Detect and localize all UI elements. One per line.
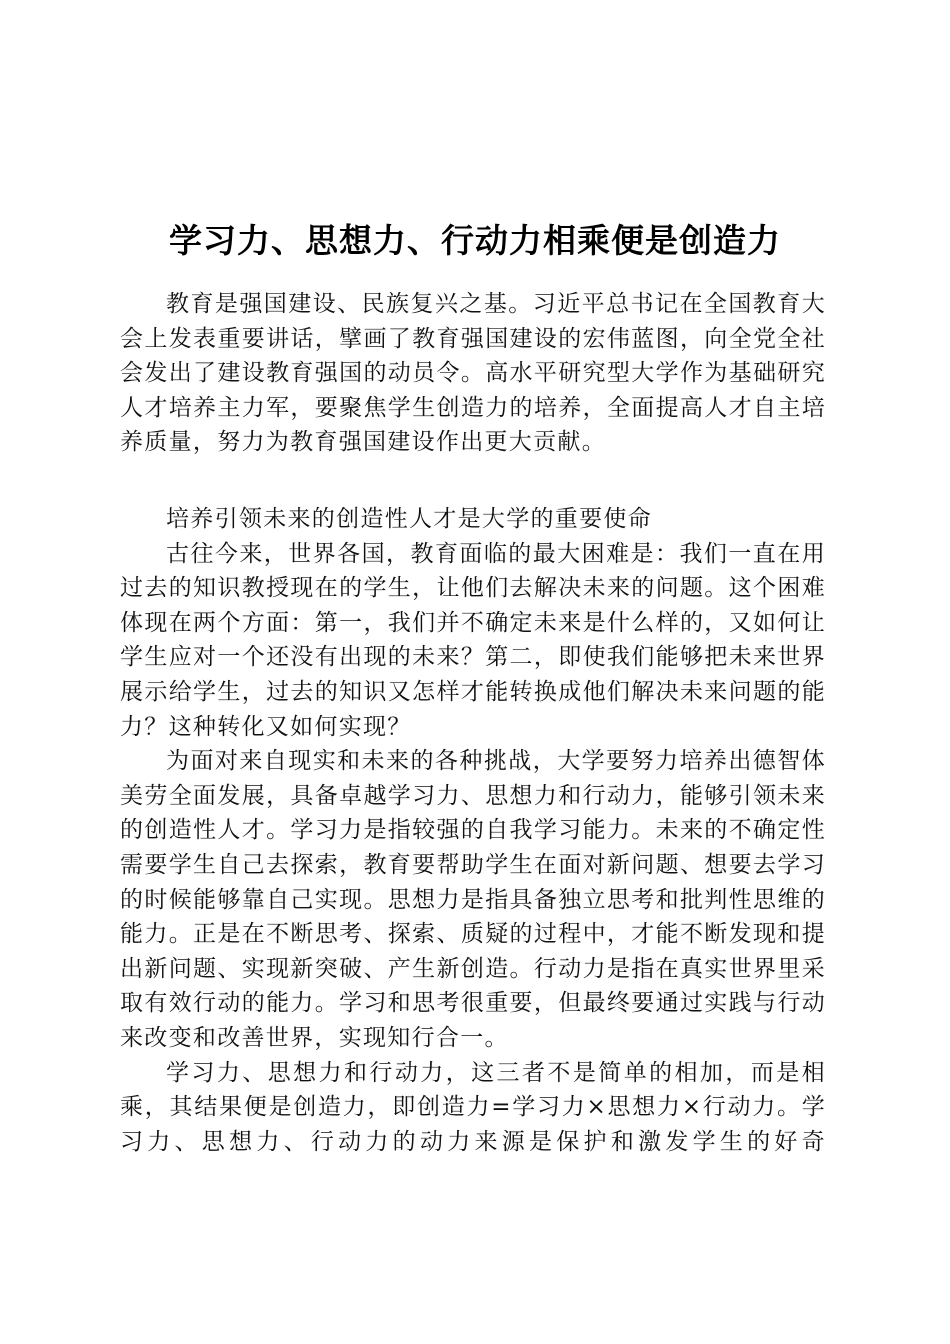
- section-block: [120, 502, 826, 1159]
- section-heading: 培养引领未来的创造性人才是大学的重要使命: [166, 506, 652, 532]
- body-paragraph: 为面对来自现实和未来的各种挑战，大学要努力培养出德智体美劳全面发展，具备卓越学习力、思想力和行动力，能够引领未来的创造性人才。学习力是指较强的自我学习能力。未来的不确定性需要学生自己去探索，教育要帮助学生在面对新问题、想要去学习的时候能够靠自己实现。思想力是指具备独立思考和批判性思维的能力。正是在不断思考、探索、质疑的过程中，才能不断发现和提出新问题、实现新突破、产生新创造。行动力是指在真实世界里采取有效行动的能力。学习和思考很重要，但最终要通过实践与行动来改变和改善世界，实现知行合一。: [120, 748, 826, 1051]
- body-paragraph: 学习力、思想力和行动力，这三者不是简单的相加，而是相乘，其结果便是创造力，即创造力=学习力×思想力×行动力。学习力、思想力、行动力的动力来源是保护和激发学生的好奇: [120, 1059, 826, 1155]
- intro-paragraph: 教育是强国建设、民族复兴之基。习近平总书记在全国教育大会上发表重要讲话，擘画了教育强国建设的宏伟蓝图，向全党全社会发出了建设教育强国的动员令。高水平研究型大学作为基础研究人才培养主力军，要聚焦学生创造力的培养，全面提高人才自主培养质量，努力为教育强国建设作出更大贡献。: [120, 291, 826, 456]
- intro-block: [120, 287, 826, 460]
- document-title: 学习力、思想力、行动力相乘便是创造力: [169, 221, 781, 261]
- body-paragraph: 古往今来，世界各国，教育面临的最大困难是：我们一直在用过去的知识教授现在的学生，让他们去解决未来的问题。这个困难体现在两个方面：第一，我们并不确定未来是什么样的，又如何让学生应对一个还没有出现的未来？第二，即使我们能够把未来世界展示给学生，过去的知识又怎样才能转换成他们解决未来问题的能力？这种转化又如何实现？: [120, 540, 826, 740]
